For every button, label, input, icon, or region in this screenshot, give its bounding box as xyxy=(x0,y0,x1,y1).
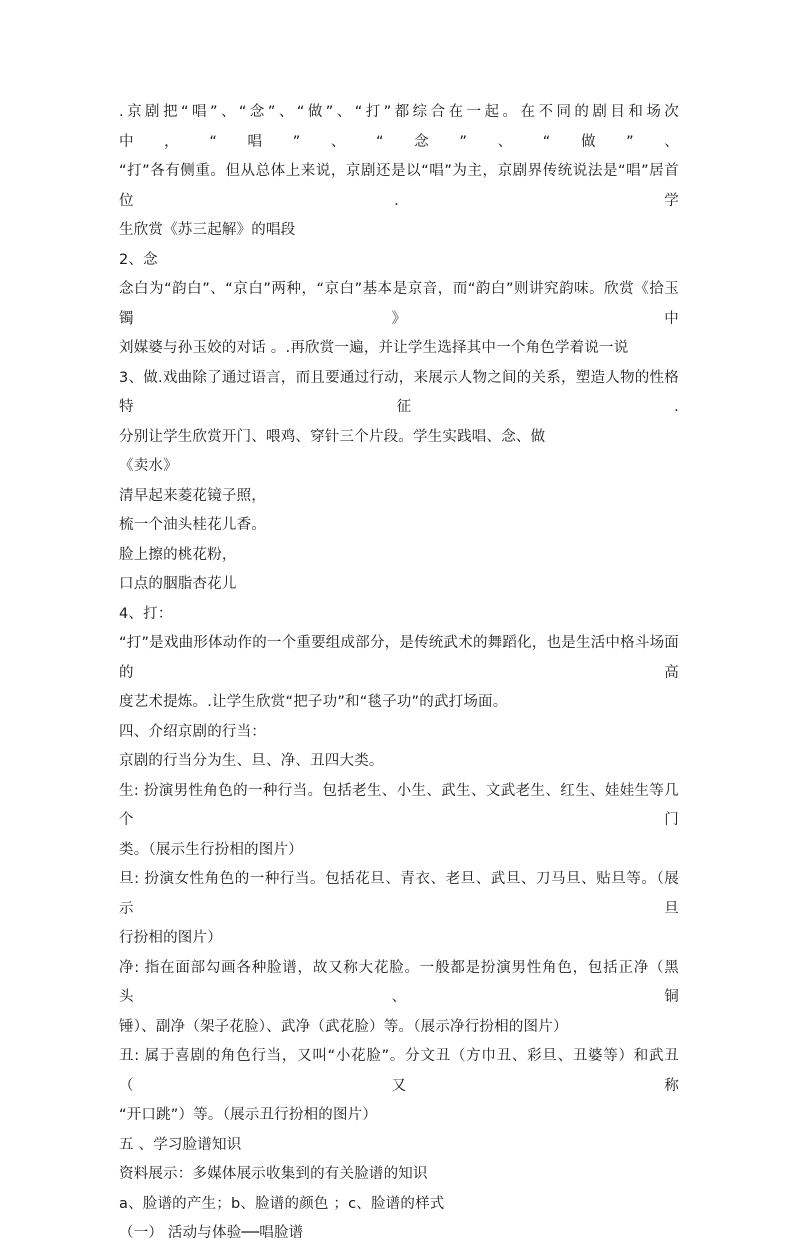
lyric-line: 梳一个油头桂花儿香。 xyxy=(119,517,266,533)
section-heading: 四、介绍京剧的行当： xyxy=(119,723,266,740)
paragraph-line: “打”各有侧重。但从总体上来说，京剧还是以“唱”为主，京剧界传统说法是“唱”居首位. 学 xyxy=(119,163,679,209)
paragraph-line: 丑: 属于喜剧的角色行当，又叫“小花脸”。分文丑（方巾丑、彩旦、丑婆等）和武丑（又称 xyxy=(119,1048,679,1094)
lyric-line: 脸上擦的桃花粉， xyxy=(119,546,237,563)
paragraph-line: 京剧的行当分为生、旦、净、丑四大类。 xyxy=(119,753,384,769)
paragraph-line: 3、做.戏曲除了通过语言，而且要通过行动，来展示人物之间的关系，塑造人物的性格特征. xyxy=(119,369,679,415)
paragraph-line: 类。（展示生行扮相的图片） xyxy=(119,841,303,858)
paragraph-line: 旦: 扮演女性角色的一种行当。包括花旦、青衣、老旦、武旦、刀马旦、贴旦等。（展示旦 xyxy=(119,871,679,917)
paragraph-line: 净: 指在面部勾画各种脸谱，故又称大花脸。一般都是扮演男性角色，包括正净（黑头、铜 xyxy=(119,959,679,1005)
paragraph-line: 行扮相的图片） xyxy=(119,930,222,946)
subsection-heading: （一） 活动与体验──唱脸谱 xyxy=(119,1225,304,1241)
paragraph-line: 刘媒婆与孙玉姣的对话 。.再欣赏一遍，并让学生选择其中一个角色学着说一说 xyxy=(119,340,629,356)
paragraph-line: a、脸谱的产生；b、脸谱的颜色 ；c、脸谱的样式 xyxy=(119,1195,445,1212)
section-heading: 2、念 xyxy=(119,251,158,268)
section-heading: 五 、学习脸谱知识 xyxy=(119,1136,242,1153)
paragraph-line: 资料展示：多媒体展示收集到的有关脸谱的知识 xyxy=(119,1166,428,1182)
paragraph-line: “打”是戏曲形体动作的一个重要组成部分，是传统武术的舞蹈化，也是生活中格斗场面的高 xyxy=(119,635,679,681)
paragraph-line: 念白为“韵白”、“京白”两种，“京白”基本是京音，而“韵白”则讲究韵味。欣赏《拾玉镯》中 xyxy=(119,281,679,327)
paragraph-line: 分别让学生欣赏开门、喂鸡、穿针三个片段。学生实践唱、念、做 xyxy=(119,428,546,445)
paragraph-line: .京剧把“唱”、“念”、“做”、“打”都综合在一起。在不同的剧目和场次中，“唱”、“念”、“做”、 xyxy=(119,104,679,150)
section-heading: 4、打： xyxy=(119,605,173,622)
lyric-line: 口点的胭脂杏花儿 xyxy=(119,576,237,592)
paragraph-line: 生: 扮演男性角色的一种行当。包括老生、小生、武生、文武老生、红生、娃娃生等几个门 xyxy=(119,782,679,828)
paragraph-line: 生欣赏《苏三起解》的唱段 xyxy=(119,222,296,238)
document-body xyxy=(119,98,679,1249)
paragraph-line: 度艺术提炼。.让学生欣赏“把子功”和“毯子功”的武打场面。 xyxy=(119,694,508,710)
paragraph-line: “开口跳”）等。（展示丑行扮相的图片） xyxy=(119,1107,378,1123)
lyric-line: 清早起来菱花镜子照， xyxy=(119,487,266,504)
paragraph-line: 锤）、副净（架子花脸）、武净（武花脸）等。（展示净行扮相的图片） xyxy=(119,1018,568,1035)
song-title: 《卖水》 xyxy=(119,458,178,474)
